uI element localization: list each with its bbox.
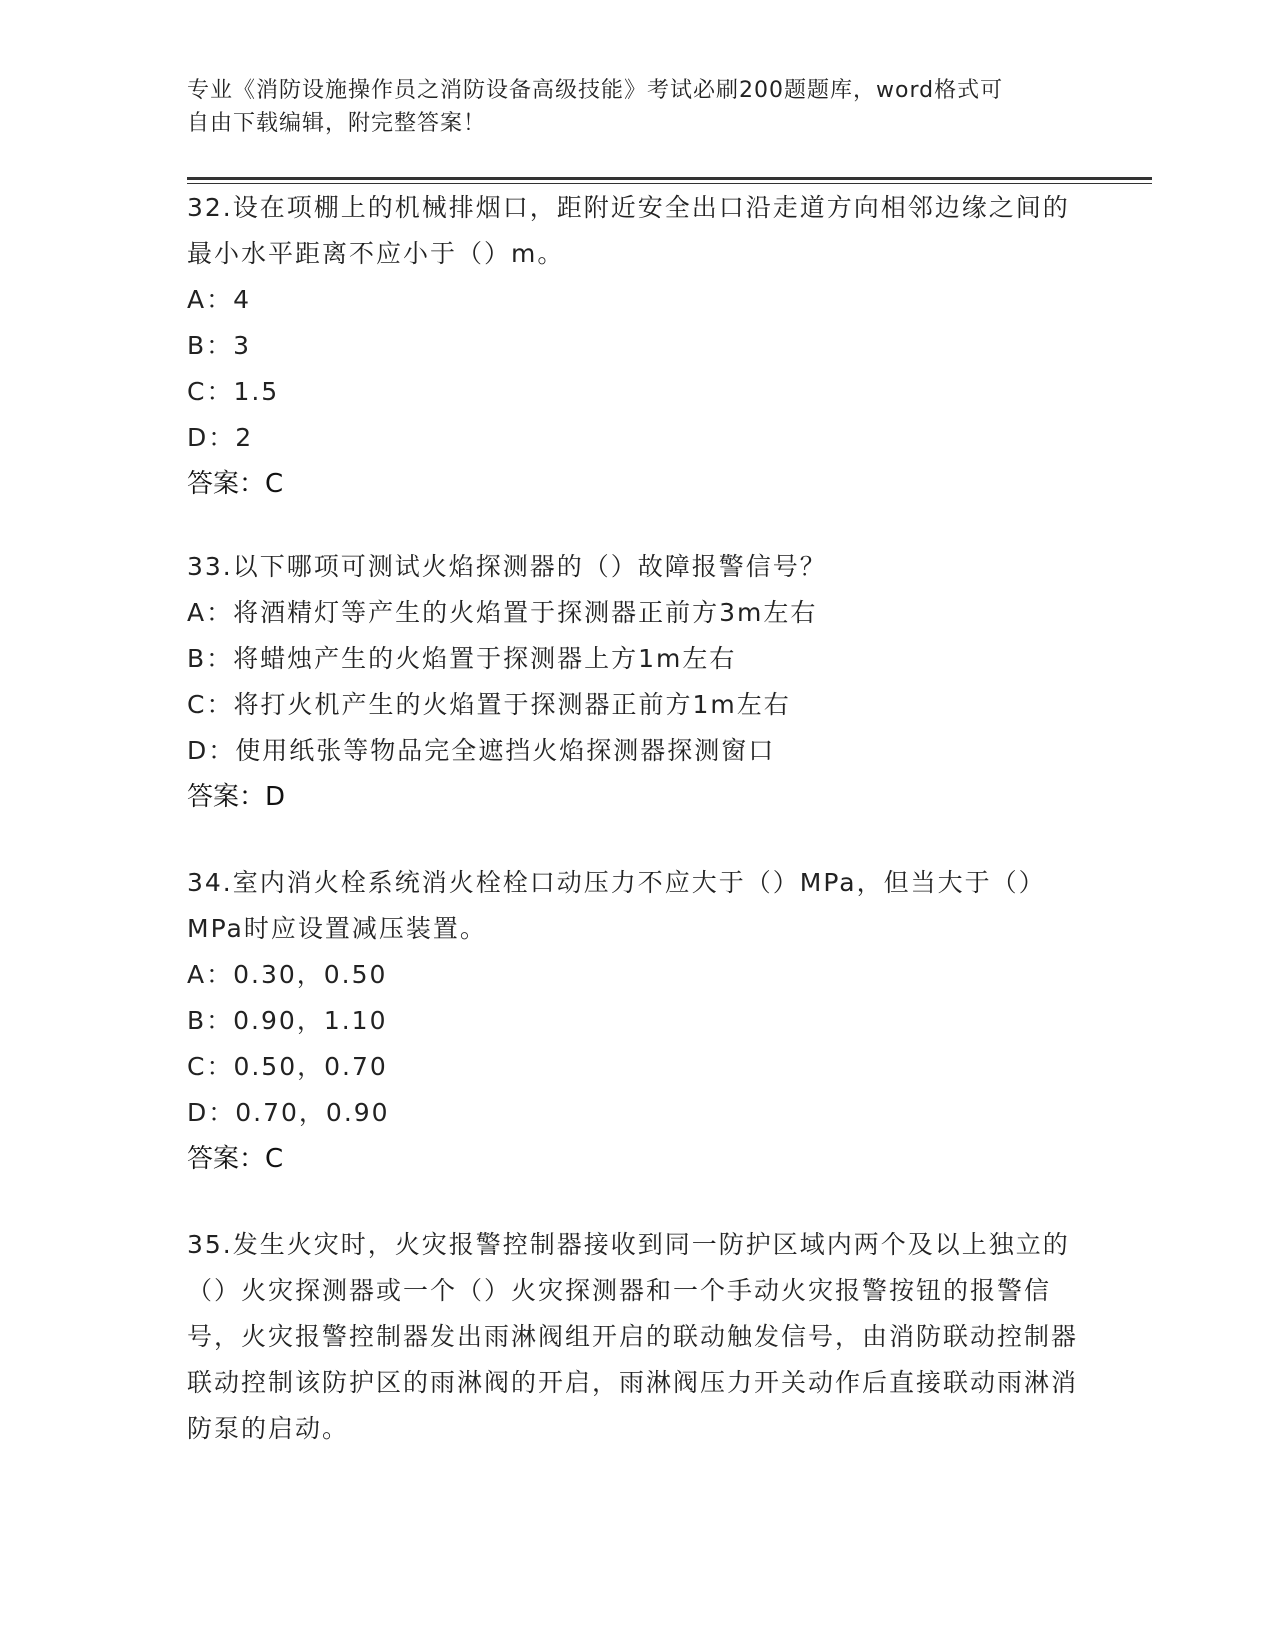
question-stem: 35.发生火灾时，火灾报警控制器接收到同一防护区域内两个及以上独立的（）火灾探测器或一个（）火灾探测器和一个手动火灾报警按钮的报警信号，火灾报警控制器发出雨淋阀组开启的联动触发信号，由消防联动控制器联动控制该防护区的雨淋阀的开启，雨淋阀压力开关动作后直接联动雨淋消防泵的启动。 bbox=[187, 1230, 1079, 1443]
question-stem: 32.设在项棚上的机械排烟口，距附近安全出口沿走道方向相邻边缘之间的最小水平距离不应小于（）m。 bbox=[187, 193, 1070, 268]
answer-label: 答案：C bbox=[187, 469, 284, 499]
option-a: A：4 bbox=[187, 285, 252, 314]
answer-label: 答案：D bbox=[187, 782, 286, 812]
question-34 bbox=[187, 860, 1087, 1182]
option-a: A：0.30，0.50 bbox=[187, 960, 388, 989]
option-b: B：0.90，1.10 bbox=[187, 1006, 388, 1035]
option-b: B：3 bbox=[187, 331, 252, 360]
option-c: C：0.50，0.70 bbox=[187, 1052, 388, 1081]
header-divider-thick bbox=[187, 177, 1152, 180]
option-c: C：将打火机产生的火焰置于探测器正前方1m左右 bbox=[187, 690, 791, 719]
option-d: D：2 bbox=[187, 423, 254, 452]
question-35 bbox=[187, 1222, 1087, 1452]
option-d: D：0.70，0.90 bbox=[187, 1098, 390, 1127]
option-a: A：将酒精灯等产生的火焰置于探测器正前方3m左右 bbox=[187, 598, 818, 627]
header-line-2: 自由下载编辑，附完整答案！ bbox=[187, 111, 487, 136]
question-32 bbox=[187, 185, 1087, 507]
header-divider-thin bbox=[187, 183, 1152, 184]
option-d: D：使用纸张等物品完全遮挡火焰探测器探测窗口 bbox=[187, 736, 776, 765]
option-c: C：1.5 bbox=[187, 377, 280, 406]
document-header bbox=[187, 74, 1067, 140]
question-33 bbox=[187, 544, 1087, 820]
option-b: B：将蜡烛产生的火焰置于探测器上方1m左右 bbox=[187, 644, 737, 673]
answer-label: 答案：C bbox=[187, 1144, 284, 1174]
question-stem: 33.以下哪项可测试火焰探测器的（）故障报警信号？ bbox=[187, 552, 827, 581]
question-stem: 34.室内消火栓系统消火栓栓口动压力不应大于（）MPa，但当大于（）MPa时应设置减压装置。 bbox=[187, 868, 1046, 943]
header-line-1: 专业《消防设施操作员之消防设备高级技能》考试必刷200题题库，word格式可 bbox=[187, 78, 1004, 103]
